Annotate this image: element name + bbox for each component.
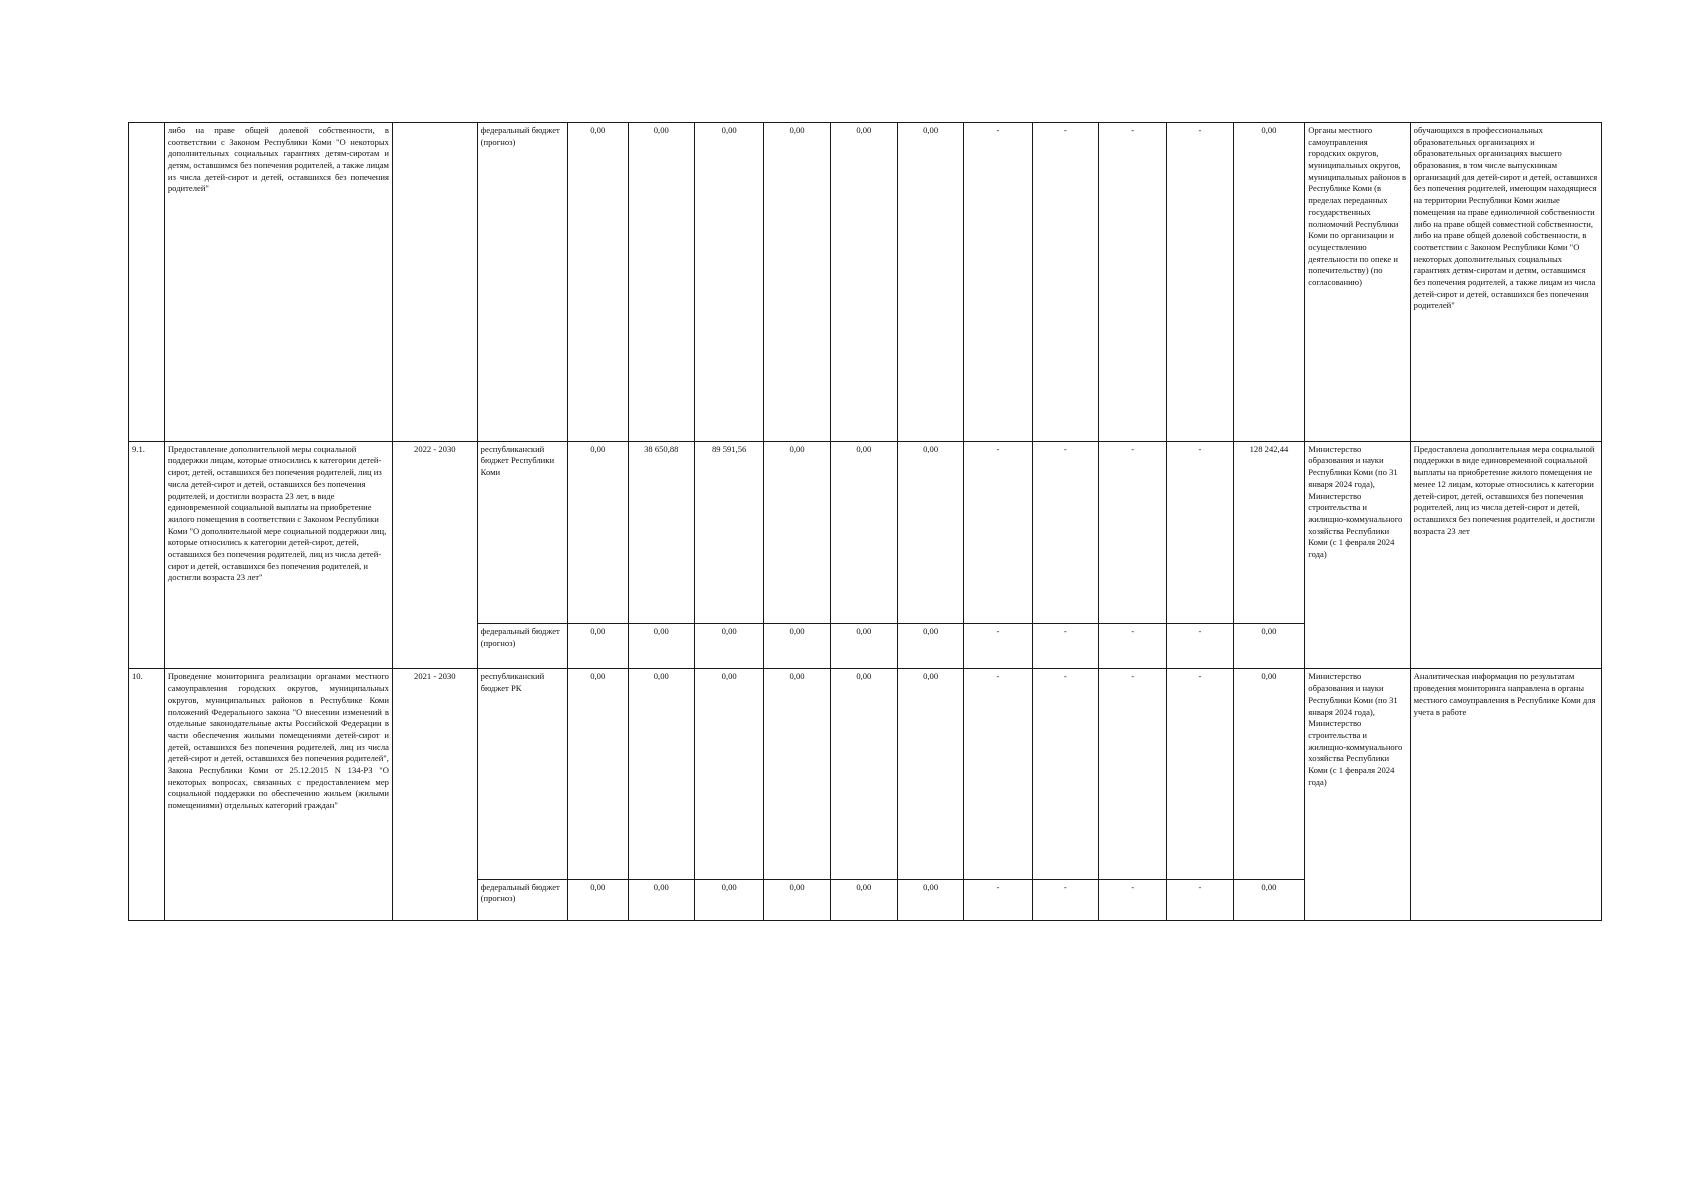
period-cell <box>392 123 477 442</box>
value-cell: 0,00 <box>764 879 830 920</box>
value-cell: 0,00 <box>694 623 764 669</box>
value-cell: - <box>964 879 1032 920</box>
row-number-cell: 10. <box>129 669 165 921</box>
value-cell: 0,00 <box>694 879 764 920</box>
executor-cell: Министерство образования и науки Республики Коми (по 31 января 2024 года), Министерство строительства и жилищно-коммунального хозяйства Республики Коми (с 1 февраля 2024 года) <box>1305 441 1410 669</box>
value-cell: - <box>964 669 1032 879</box>
executor-cell: Органы местного самоуправления городских округов, муниципальных округов, муниципальных районов в Республике Коми (в пределах переданных государственных полномочий Республики Коми по организации и осуществлению деятельности по опеке и попечительству) (по согласованию) <box>1305 123 1410 442</box>
value-cell: - <box>1032 441 1098 623</box>
value-cell: 0,00 <box>830 123 897 442</box>
activity-description-cell: Проведение мониторинга реализации органами местного самоуправления городских округов, муниципальных округов, муниципальных районов в Республике Коми положений Федерального закона "О внесении изменений в отдельные законодательные акты Российской Федерации в части обеспечения жилыми помещениями детей-сирот и детей, оставшихся без попечения родителей, лиц из числа детей-сирот и детей, оставшихся без попечения родителей", Закона Республики Коми от 25.12.2015 N 134-РЗ "О некоторых вопросах, связанных с предоставлением мер социальной поддержки по обеспечению жильем (жилыми помещениями) отдельных категорий граждан" <box>164 669 392 921</box>
total-cell: 0,00 <box>1233 669 1305 879</box>
value-cell: - <box>1167 879 1233 920</box>
row-number-cell <box>129 123 165 442</box>
result-cell: Предоставлена дополнительная мера социальной поддержки в виде единовременной социальной выплаты на приобретение жилого помещения не менее 12 лицам, которые относились к категории детей-сирот, детей, оставшихся без попечения родителей, лиц из числа детей-сирот и детей, оставшихся без попечения родителей, и достигли возраста 23 лет <box>1410 441 1601 669</box>
table-row <box>129 669 1602 879</box>
value-cell: 0,00 <box>764 441 830 623</box>
value-cell: - <box>1167 623 1233 669</box>
value-cell: 0,00 <box>898 879 964 920</box>
activity-description-cell: Предоставление дополнительной меры социальной поддержки лицам, которые относились к категории детей-сирот, детей, оставшихся без попечения родителей, лиц из числа детей-сирот и детей, оставшихся без попечения родителей, и достигли возраста 23 лет, в виде единовременной социальной выплаты на приобретение жилого помещения в соответствии с Законом Республики Коми "О дополнительной мере социальной поддержки лиц, которые относились к категории детей-сирот, детей, оставшихся без попечения родителей, лиц из числа детей-сирот и детей, оставшихся без попечения родителей, и достигли возраста 23 лет" <box>164 441 392 669</box>
period-cell: 2021 - 2030 <box>392 669 477 921</box>
value-cell: 0,00 <box>764 669 830 879</box>
value-cell: 0,00 <box>628 879 694 920</box>
value-cell: 0,00 <box>830 623 897 669</box>
value-cell: - <box>1032 879 1098 920</box>
value-cell: 0,00 <box>898 123 964 442</box>
value-cell: - <box>964 623 1032 669</box>
total-cell: 0,00 <box>1233 879 1305 920</box>
value-cell: 38 650,88 <box>628 441 694 623</box>
scanned-document-page <box>128 122 1602 921</box>
value-cell: - <box>1032 669 1098 879</box>
table-row <box>129 441 1602 623</box>
funding-source-cell: республиканский бюджет РК <box>477 669 567 879</box>
value-cell: 0,00 <box>567 879 628 920</box>
value-cell: - <box>1098 441 1166 623</box>
value-cell: - <box>1098 123 1166 442</box>
value-cell: - <box>1032 123 1098 442</box>
value-cell: 0,00 <box>567 123 628 442</box>
funding-source-cell: федеральный бюджет (прогноз) <box>477 123 567 442</box>
value-cell: 0,00 <box>898 623 964 669</box>
value-cell: 0,00 <box>898 669 964 879</box>
value-cell: 0,00 <box>830 669 897 879</box>
table-row <box>129 123 1602 442</box>
value-cell: 0,00 <box>898 441 964 623</box>
total-cell: 0,00 <box>1233 623 1305 669</box>
result-cell: обучающихся в профессиональных образовательных организациях и образовательных организациях высшего образования, в том числе выпускникам организаций для детей-сирот и детей, оставшихся без попечения родителей, имеющим находящиеся на территории Республики Коми жилые помещения на праве единоличной собственности либо на праве общей совместной собственности, либо на праве общей долевой собственности, в соответствии с Законом Республики Коми "О некоторых дополнительных социальных гарантиях детям-сиротам и детям, оставшимся без попечения родителей, а также лицам из числа детей-сирот и детей, оставшихся без попечения родителей" <box>1410 123 1601 442</box>
value-cell: - <box>1167 123 1233 442</box>
program-activities-table <box>128 122 1602 921</box>
value-cell: 0,00 <box>830 441 897 623</box>
activity-description-cell: либо на праве общей долевой собственности, в соответствии с Законом Республики Коми "О некоторых дополнительных социальных гарантиях детям-сиротам и детям, оставшимся без попечения родителей, а также лицам из числа детей-сирот и детей, оставшихся без попечения родителей" <box>164 123 392 442</box>
value-cell: 0,00 <box>628 669 694 879</box>
value-cell: - <box>1098 879 1166 920</box>
value-cell: - <box>1167 441 1233 623</box>
value-cell: 0,00 <box>764 623 830 669</box>
value-cell: - <box>1167 669 1233 879</box>
funding-source-cell: республиканский бюджет Республики Коми <box>477 441 567 623</box>
value-cell: 0,00 <box>567 441 628 623</box>
funding-source-cell: федеральный бюджет (прогноз) <box>477 623 567 669</box>
executor-cell: Министерство образования и науки Республики Коми (по 31 января 2024 года), Министерство строительства и жилищно-коммунального хозяйства Республики Коми (с 1 февраля 2024 года) <box>1305 669 1410 921</box>
value-cell: - <box>1098 669 1166 879</box>
total-cell: 128 242,44 <box>1233 441 1305 623</box>
value-cell: - <box>1098 623 1166 669</box>
funding-source-cell: федеральный бюджет (прогноз) <box>477 879 567 920</box>
value-cell: - <box>1032 623 1098 669</box>
value-cell: - <box>964 441 1032 623</box>
value-cell: 0,00 <box>764 123 830 442</box>
value-cell: 0,00 <box>567 669 628 879</box>
value-cell: 89 591,56 <box>694 441 764 623</box>
row-number-cell: 9.1. <box>129 441 165 669</box>
value-cell: 0,00 <box>830 879 897 920</box>
total-cell: 0,00 <box>1233 123 1305 442</box>
value-cell: - <box>964 123 1032 442</box>
value-cell: 0,00 <box>628 623 694 669</box>
value-cell: 0,00 <box>628 123 694 442</box>
value-cell: 0,00 <box>567 623 628 669</box>
value-cell: 0,00 <box>694 669 764 879</box>
result-cell: Аналитическая информация по результатам проведения мониторинга направлена в органы местного самоуправления в Республике Коми для учета в работе <box>1410 669 1601 921</box>
period-cell: 2022 - 2030 <box>392 441 477 669</box>
value-cell: 0,00 <box>694 123 764 442</box>
